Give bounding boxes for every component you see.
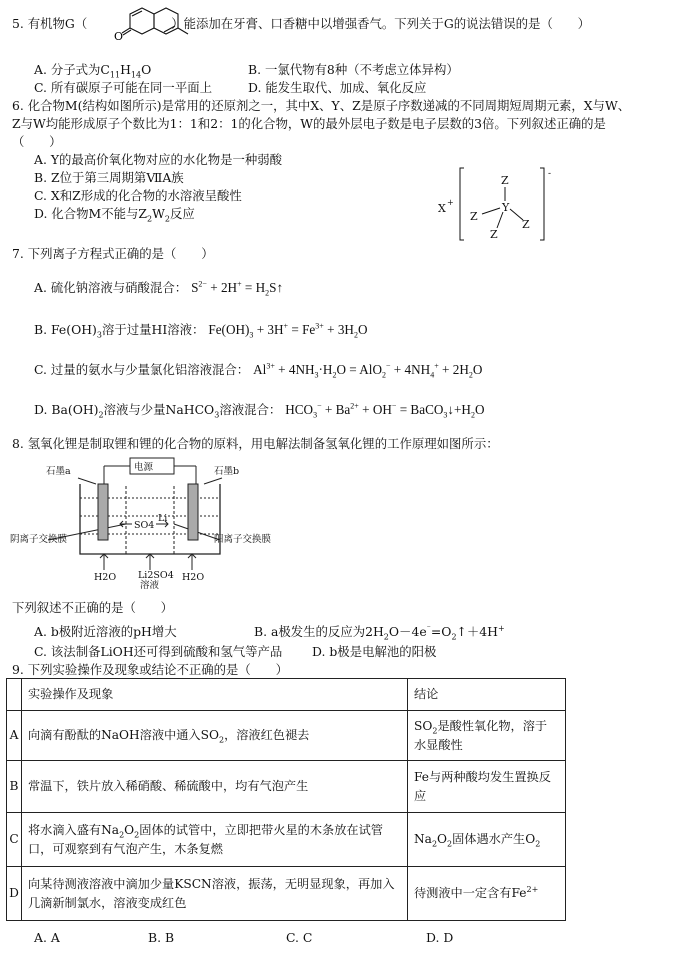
q7-d-label: D. $Ba(OH)_2$溶液与少量NaHCO$_3$溶液混合：	[34, 402, 282, 420]
q7-c-label: C. 过量的氨水与少量氯化铝溶液混合：	[34, 362, 250, 377]
q7-c-equation: $Al^{3+} + 4NH_3\cdot H_2O = AlO_2^- + 4NH_4^+ + 2H_2O$	[253, 361, 483, 380]
right-membrane-label: 阳离子交换膜	[214, 534, 272, 545]
q5-option-b: B. 一氯代物有8种（不考虑立体异构）	[248, 62, 459, 77]
q6-bracket-right	[540, 168, 544, 240]
q9-option-d: D. D	[426, 930, 454, 945]
electrode-a-label: 石墨a	[46, 466, 71, 477]
row-key: B	[7, 761, 22, 813]
electrode-b-label: 石墨b	[214, 466, 240, 477]
q6-option-c: C. X和Z形成的化合物的水溶液呈酸性	[34, 188, 242, 203]
table-row	[7, 761, 566, 813]
q7-stem: 7. 下列离子方程式正确的是（ ）	[12, 246, 214, 261]
q9-option-c: C. C	[286, 930, 313, 945]
q6-option-a: A. Y的最高价氧化物对应的水化物是一种弱酸	[34, 152, 283, 167]
q9-option-a: A. A	[34, 930, 60, 945]
q8-option-b: B. a极发生的反应为$2H_2O-4e^{^-}=O_2↑+4H^+$	[254, 623, 505, 642]
q6-z-right: Z	[522, 218, 530, 231]
electrode-a-rod	[98, 484, 108, 540]
q7-option-d	[34, 402, 485, 419]
so4-ion-label: SO4	[134, 520, 155, 531]
ring-left	[130, 8, 154, 34]
row-op: 常温下，铁片放入稀硝酸、稀硫酸中，均有气泡产生	[22, 761, 408, 813]
q6-z-left: Z	[470, 210, 478, 223]
q8-option-d: D. b极是电解池的阳极	[312, 644, 437, 659]
q6-z-top: Z	[501, 174, 509, 187]
row-key: A	[7, 711, 22, 761]
table-header-row	[7, 679, 566, 711]
left-membrane-label: 阴离子交换膜	[10, 534, 68, 545]
q7-b-equation: $Fe(OH)_3 + 3H^+ = Fe^{3+} + 3H_2O$	[208, 321, 368, 340]
table-header-conc: 结论	[408, 679, 566, 711]
li2so4-label: Li2SO4	[138, 570, 174, 581]
ring-right	[154, 8, 178, 34]
table-header-op: 实验操作及现象	[22, 679, 408, 711]
q7-a-label: A. 硫化钠溶液与硝酸混合：	[34, 280, 188, 295]
electrode-b-rod	[188, 484, 198, 540]
q7-d-equation: $HCO_3^- + Ba^{2+} + OH^-$ = $BaCO_3↓+H_2O$	[285, 401, 485, 420]
q9-table	[6, 678, 566, 921]
q5-stem	[12, 16, 590, 32]
q6-y-atom: Y	[502, 201, 510, 214]
h2o-left-label: H2O	[94, 572, 117, 583]
q5-structure-diagram	[108, 4, 200, 44]
q6-x-atom: X	[438, 202, 446, 215]
q6-stem-line2: Z与W均能形成原子个数比为1：1和2：1的化合物，W的最外层电子数是电子层数的3倍。下列叙述正确的是	[12, 116, 606, 131]
q5-structure-o: O	[114, 30, 124, 43]
row-op: 向某待测液溶液中滴加少量KSCN溶液，振荡，无明显现象，再加入几滴新制氯水，溶液变成红色	[22, 867, 408, 921]
q5-option-a: A. 分子式为$C_{11}H_{14}O$	[34, 62, 152, 80]
q8-ask: 下列叙述不正确的是（ ）	[12, 600, 174, 615]
table-row	[7, 813, 566, 867]
table-row	[7, 867, 566, 921]
q5-stem-post: ）能添加在牙膏、口香糖中以增强香气。下列关于G的说法错误的是（ ）	[171, 16, 591, 31]
solution-label: 溶液	[140, 580, 160, 590]
q7-option-b	[34, 322, 367, 339]
q6-option-b: B. Z位于第三周期第ⅦA族	[34, 170, 184, 185]
row-conc: Fe与两种酸均发生置换反应	[408, 761, 566, 813]
q8-electrolysis-diagram	[8, 454, 278, 590]
row-conc: 待测液中一定含有$Fe^{2+}$	[408, 867, 566, 921]
row-key: C	[7, 813, 22, 867]
q5-stem-pre: 5. 有机物G（	[12, 16, 88, 31]
h2o-right-label: H2O	[182, 572, 205, 583]
q6-z-bottom: Z	[490, 228, 498, 241]
q6-bracket-left	[460, 168, 464, 240]
li-ion-label: Li	[158, 513, 168, 524]
q6-option-d: D. 化合物M不能与$Z_2W_2$反应	[34, 206, 195, 224]
row-op: 向滴有酚酞的NaOH溶液中通入$SO_2$，溶液红色褪去	[22, 711, 408, 761]
row-conc: $Na_2O_2$固体遇水产生$O_2$	[408, 813, 566, 867]
q6-complex-charge: -	[548, 169, 552, 179]
row-op: 将水滴入盛有$Na_2O_2$固体的试管中，立即把带火星的木条放在试管口，可观察到有气泡产生，木条复燃	[22, 813, 408, 867]
q8-stem: 8. 氢氧化锂是制取锂和锂的化合物的原料，用电解法制备氢氧化锂的工作原理如图所示：	[12, 436, 499, 451]
q8-option-a: A. b极附近溶液的pH增大	[34, 624, 177, 639]
q6-structure-diagram	[436, 162, 566, 244]
power-label: 电源	[134, 462, 154, 473]
row-conc: $SO_2$是酸性氧化物，溶于水显酸性	[408, 711, 566, 761]
q6-x-charge: +	[447, 198, 454, 207]
table-header-key	[7, 679, 22, 711]
q5-option-c: C. 所有碳原子可能在同一平面上	[34, 80, 212, 95]
q7-a-equation: $S^{2-} + 2H^+$ = $H_2S↑$	[191, 279, 284, 298]
table-row	[7, 711, 566, 761]
q5-option-d: D. 能发生取代、加成、氧化反应	[248, 80, 427, 95]
q7-b-label: B. $Fe(OH)_3$溶于过量HI溶液：	[34, 322, 205, 340]
q9-option-b: B. B	[148, 930, 175, 945]
q7-option-a	[34, 280, 283, 297]
q7-option-c	[34, 362, 482, 379]
row-key: D	[7, 867, 22, 921]
q8-option-c: C. 该法制备LiOH还可得到硫酸和氢气等产品	[34, 644, 283, 659]
q6-stem-line1: 6. 化合物M(结构如图所示)是常用的还原剂之一，其中X、Y、Z是原子序数递减的不同周期短周期元素，X与W、	[12, 98, 631, 113]
q9-stem: 9. 下列实验操作及现象或结论不正确的是（ ）	[12, 662, 288, 677]
q6-stem-line3: （ ）	[12, 134, 62, 149]
